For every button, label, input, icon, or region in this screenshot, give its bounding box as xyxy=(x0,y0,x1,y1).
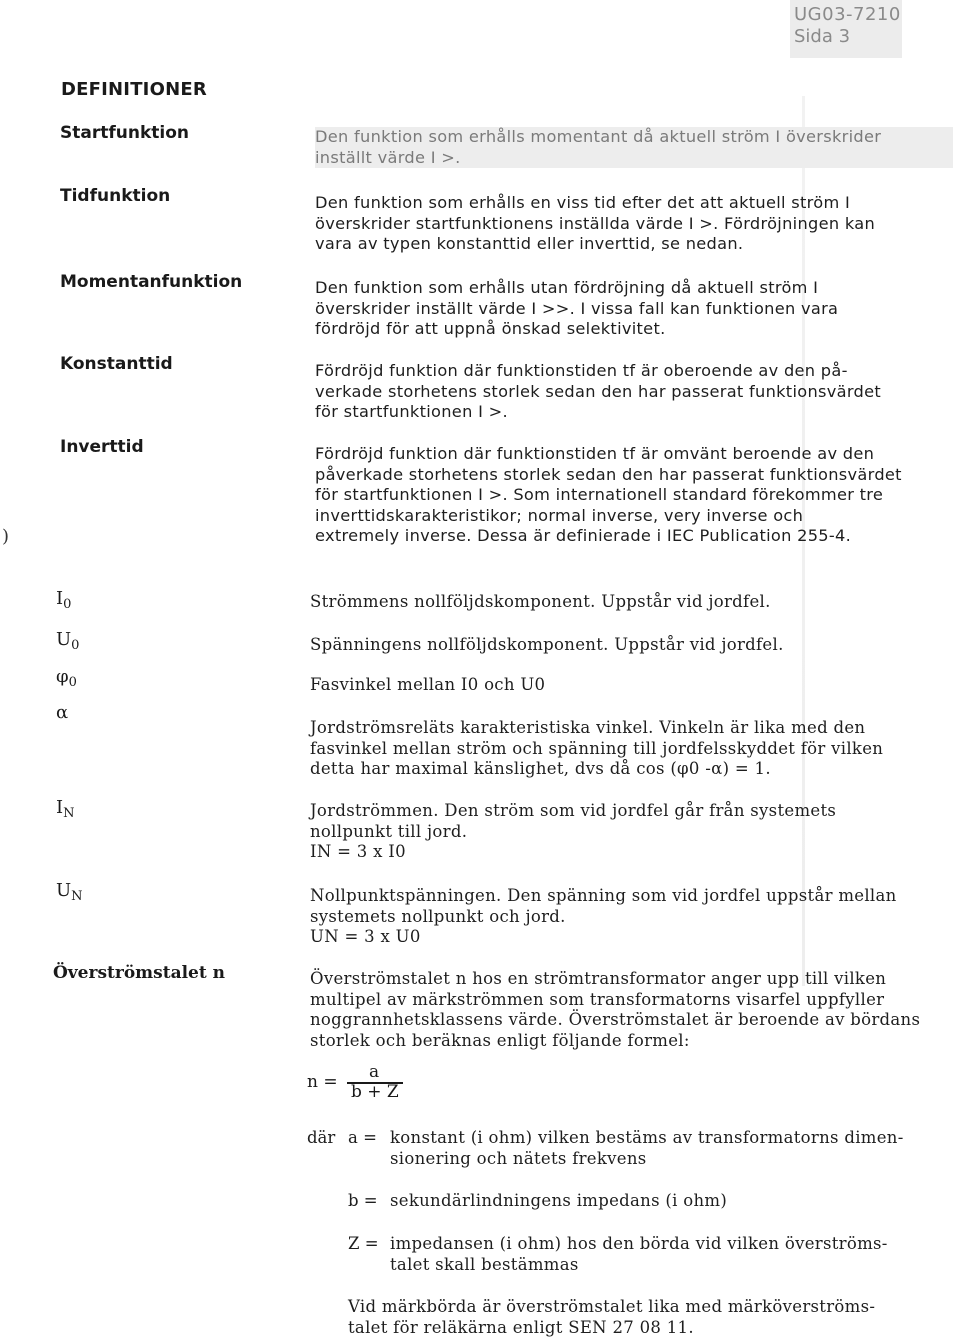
where-text xyxy=(390,1190,945,1211)
symbol-in xyxy=(56,797,75,821)
definition-line: detta har maximal känslighet, dvs då cos (φ0 -α) = 1. xyxy=(310,759,771,778)
where-variable: b = xyxy=(348,1191,378,1210)
definition-alpha xyxy=(310,718,950,780)
definition-line: inställt värde I >. xyxy=(315,147,461,167)
where-line: konstant (i ohm) vilken bestäms av transformatorns dimen- xyxy=(390,1128,904,1147)
definition-line: Den funktion som erhålls utan fördröjning då aktuell ström I xyxy=(315,278,819,297)
where-line: talet skall bestämmas xyxy=(390,1255,579,1274)
where-variable: a = xyxy=(348,1128,377,1147)
margin-mark: ) xyxy=(2,526,10,547)
definition-line: nollpunkt till jord. xyxy=(310,821,468,841)
definition-line: påverkade storhetens storlek sedan den har passerat funktionsvärdet xyxy=(315,464,902,484)
symbol-u0 xyxy=(56,629,79,653)
final-note-line: talet för reläkärna enligt SEN 27 08 11. xyxy=(348,1318,694,1337)
where-item-a xyxy=(307,1127,947,1171)
definition-konstanttid xyxy=(315,361,953,423)
definition-line: noggrannhetsklassens värde. Överströmstalet är beroende av bördans xyxy=(310,1010,921,1029)
symbol-un xyxy=(56,880,83,904)
definition-overstromstalet xyxy=(310,969,950,1051)
definition-line: fasvinkel mellan ström och spänning till jordfelsskyddet för vilken xyxy=(310,738,884,758)
symbol-subscript: N xyxy=(71,889,83,904)
term-tidfunktion: Tidfunktion xyxy=(60,186,171,206)
where-text xyxy=(390,1233,945,1275)
definition-inverttid xyxy=(315,444,953,547)
definition-i0 xyxy=(310,592,950,613)
definition-line: Den funktion som erhålls en viss tid efter det att aktuell ström I xyxy=(315,193,851,212)
definition-tidfunktion xyxy=(315,193,953,255)
definition-line: systemets nollpunkt och jord. xyxy=(310,906,566,926)
definition-line: fördröjd för att uppnå önskad selektivitet. xyxy=(315,319,666,338)
where-item-b xyxy=(307,1190,947,1212)
term-konstanttid: Konstanttid xyxy=(60,354,173,374)
symbol-letter: I xyxy=(56,797,64,818)
where-text xyxy=(390,1127,945,1169)
definition-line: Strömmens nollföljdskomponent. Uppstår vid jordfel. xyxy=(310,592,771,611)
symbol-subscript: N xyxy=(63,806,75,821)
symbol-letter: U xyxy=(56,880,72,901)
term-inverttid: Inverttid xyxy=(60,437,144,457)
definition-in xyxy=(310,801,950,863)
definition-line: Den funktion som erhålls momentant då aktuell ström I överskrider xyxy=(315,127,882,146)
symbol-letter: φ xyxy=(56,666,69,687)
definition-line: överskrider inställt värde I >>. I vissa fall kan funktionen vara xyxy=(315,298,839,318)
definition-line: Överströmstalet n hos en strömtransformator anger upp till vilken xyxy=(310,969,887,988)
symbol-letter: U xyxy=(56,629,72,650)
definition-line: överskrider startfunktionens inställda värde I >. Fördröjningen kan xyxy=(315,213,876,233)
page-number: Sida 3 xyxy=(794,26,851,47)
definition-line: inverttidskarakteristikor; normal inverse, very inverse och xyxy=(315,505,804,525)
term-momentanfunktion: Momentanfunktion xyxy=(60,272,243,292)
definition-line: Spänningens nollföljdskomponent. Uppstår vid jordfel. xyxy=(310,635,784,654)
where-line: sekundärlindningens impedans (i ohm) xyxy=(390,1191,728,1210)
definition-line: Fördröjd funktion där funktionstiden tf är omvänt beroende av den xyxy=(315,444,875,463)
page-title: DEFINITIONER xyxy=(61,79,207,100)
definition-line: Nollpunktspänningen. Den spänning som vid jordfel uppstår mellan xyxy=(310,886,897,905)
symbol-letter: α xyxy=(56,702,69,723)
definition-line: IN = 3 x I0 xyxy=(310,842,406,861)
definition-line: för startfunktionen I >. xyxy=(315,402,508,421)
symbol-subscript: 0 xyxy=(68,675,77,690)
formula-lhs: n = xyxy=(307,1072,338,1092)
term-startfunktion: Startfunktion xyxy=(60,123,189,143)
definition-line: verkade storhetens storlek sedan den har passerat funktionsvärdet xyxy=(315,381,882,401)
final-note xyxy=(348,1296,948,1338)
symbol-subscript: 0 xyxy=(63,597,72,612)
definition-line: multipel av märkströmmen som transformatorns visarfel uppfyller xyxy=(310,989,885,1009)
definition-line: UN = 3 x U0 xyxy=(310,927,421,946)
definition-line: Jordströmsreläts karakteristiska vinkel. Vinkeln är lika med den xyxy=(310,718,866,737)
definition-startfunktion xyxy=(315,127,953,168)
definition-line: Jordströmmen. Den ström som vid jordfel går från systemets xyxy=(310,801,837,820)
symbol-alpha xyxy=(56,702,68,723)
where-line: sionering och nätets frekvens xyxy=(390,1149,647,1168)
definition-line: Fördröjd funktion där funktionstiden tf är oberoende av den på- xyxy=(315,361,848,380)
formula-denominator: b + Z xyxy=(351,1082,399,1102)
symbol-letter: I xyxy=(56,588,64,609)
where-line: impedansen (i ohm) hos den börda vid vilken överströms- xyxy=(390,1234,888,1253)
symbol-subscript: 0 xyxy=(71,638,80,653)
document-id: UG03-7210 xyxy=(794,4,901,25)
definition-line: extremely inverse. Dessa är definierade i IEC Publication 255-4. xyxy=(315,526,852,545)
definition-line: storlek och beräknas enligt följande formel: xyxy=(310,1030,690,1050)
final-note-line: Vid märkbörda är överströmstalet lika med märköverströms- xyxy=(348,1297,876,1316)
definition-line: för startfunktionen I >. Som internationell standard förekommer tre xyxy=(315,485,884,504)
formula-numerator: a xyxy=(369,1062,380,1082)
definition-momentanfunktion xyxy=(315,278,953,340)
term-overstromstalet: Överströmstalet n xyxy=(53,963,226,983)
definition-line: Fasvinkel mellan I0 och U0 xyxy=(310,675,546,694)
where-variable: Z = xyxy=(348,1234,379,1253)
definition-un xyxy=(310,886,950,948)
where-lead: där xyxy=(307,1128,336,1147)
definition-phi0 xyxy=(310,675,950,696)
symbol-i0 xyxy=(56,588,71,612)
formula xyxy=(307,1062,417,1104)
definition-line: vara av typen konstanttid eller inverttid, se nedan. xyxy=(315,234,744,253)
definition-u0 xyxy=(310,635,950,656)
where-item-z xyxy=(307,1233,947,1277)
symbol-phi0 xyxy=(56,666,77,690)
